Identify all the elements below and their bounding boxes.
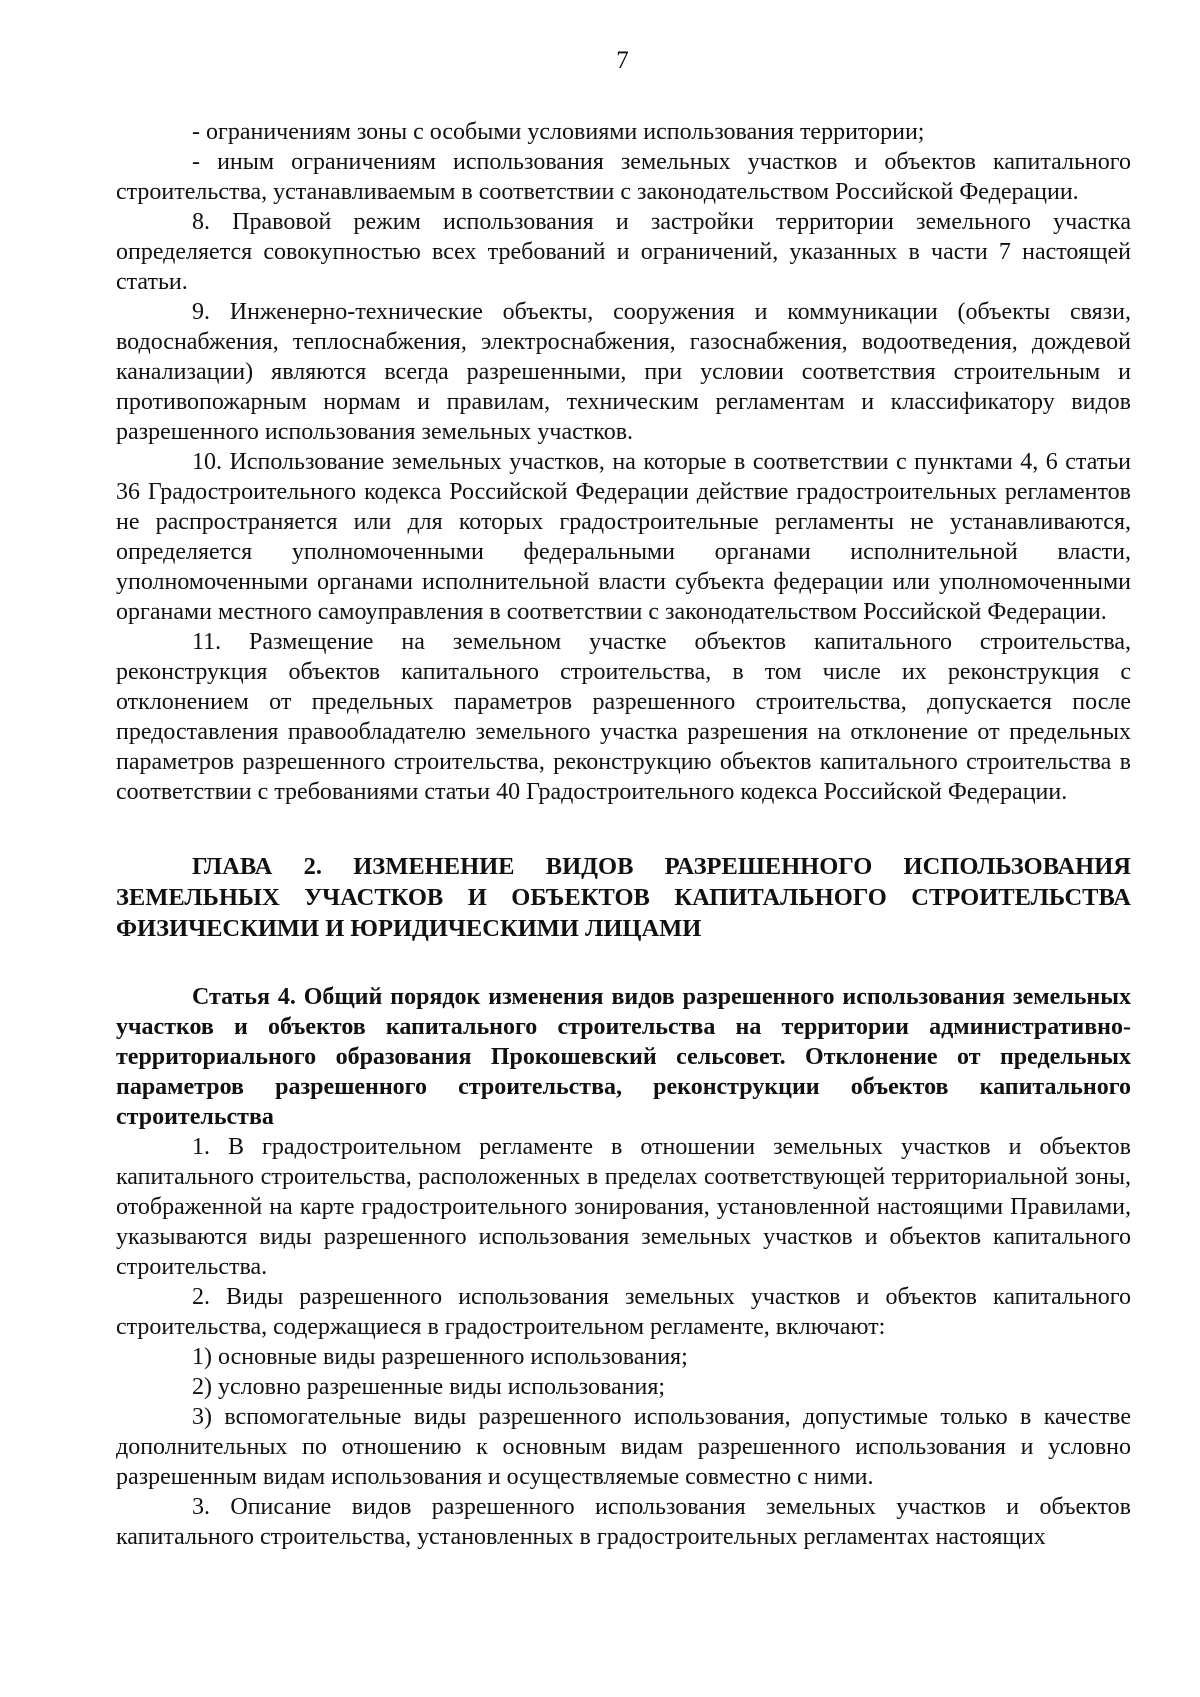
paragraph: 2. Виды разрешенного использования земельных участков и объектов капитального строительства, содержащиеся в градостроительном регламенте, включают:	[116, 1284, 1131, 1340]
paragraph: 11. Размещение на земельном участке объектов капитального строительства, реконструкция объектов капитального строительства, в том числе их реконструкция с отклонением от предельных параметров разрешенного строительства, допускается после предоставления правообладателю земельного участка разрешения на отклонение от предельных параметров разрешенного строительства, реконструкцию объектов капитального строительства в соответствии с требованиями статьи 40 Градостроительного кодекса Российской Федерации.	[116, 629, 1131, 805]
document-body	[116, 117, 1131, 1552]
article-heading: Статья 4. Общий порядок изменения видов разрешенного использования земельных участков и объектов капитального строительства на территории административно-территориального образования Прокошевский сельсовет. Отклонение от предельных параметров разрешенного строительства, реконструкции объектов капитального строительства	[116, 984, 1131, 1130]
list-item: 2) условно разрешенные виды использования;	[192, 1374, 666, 1400]
page-number: 7	[616, 47, 629, 74]
list-item: 1) основные виды разрешенного использования;	[192, 1344, 688, 1370]
paragraph: 3. Описание видов разрешенного использования земельных участков и объектов капитального строительства, установленных в градостроительных регламентах настоящих	[116, 1494, 1131, 1550]
paragraph: 9. Инженерно-технические объекты, сооружения и коммуникации (объекты связи, водоснабжения, теплоснабжения, электроснабжения, газоснабжения, водоотведения, дождевой канализации) являются всегда разрешенными, при условии соответствия строительным и противопожарным нормам и правилам, техническим регламентам и классификатору видов разрешенного использования земельных участков.	[116, 299, 1131, 445]
list-item: 3) вспомогательные виды разрешенного использования, допустимые только в качестве дополнительных по отношению к основным видам разрешенного использования и условно разрешенным видам использования и осуществляемые совместно с ними.	[116, 1404, 1131, 1490]
paragraph: - иным ограничениям использования земельных участков и объектов капитального строительства, устанавливаемым в соответствии с законодательством Российской Федерации.	[116, 149, 1131, 205]
chapter-heading: ГЛАВА 2. ИЗМЕНЕНИЕ ВИДОВ РАЗРЕШЕННОГО ИСПОЛЬЗОВАНИЯ ЗЕМЕЛЬНЫХ УЧАСТКОВ И ОБЪЕКТОВ КАПИТАЛЬНОГО СТРОИТЕЛЬСТВА ФИЗИЧЕСКИМИ И ЮРИДИЧЕСКИМИ ЛИЦАМИ	[116, 853, 1131, 942]
paragraph: 8. Правовой режим использования и застройки территории земельного участка определяется совокупностью всех требований и ограничений, указанных в части 7 настоящей статьи.	[116, 209, 1131, 295]
paragraph: 1. В градостроительном регламенте в отношении земельных участков и объектов капитального строительства, расположенных в пределах соответствующей территориальной зоны, отображенной на карте градостроительного зонирования, установленной настоящими Правилами, указываются виды разрешенного использования земельных участков и объектов капитального строительства.	[116, 1134, 1131, 1280]
paragraph: - ограничениям зоны с особыми условиями использования территории;	[192, 119, 925, 145]
paragraph: 10. Использование земельных участков, на которые в соответствии с пунктами 4, 6 статьи 36 Градостроительного кодекса Российской Федерации действие градостроительных регламентов не распространяется или для которых градостроительные регламенты не устанавливаются, определяется уполномоченными федеральными органами исполнительной власти, уполномоченными органами исполнительной власти субъекта федерации или уполномоченными органами местного самоуправления в соответствии с законодательством Российской Федерации.	[116, 449, 1131, 625]
